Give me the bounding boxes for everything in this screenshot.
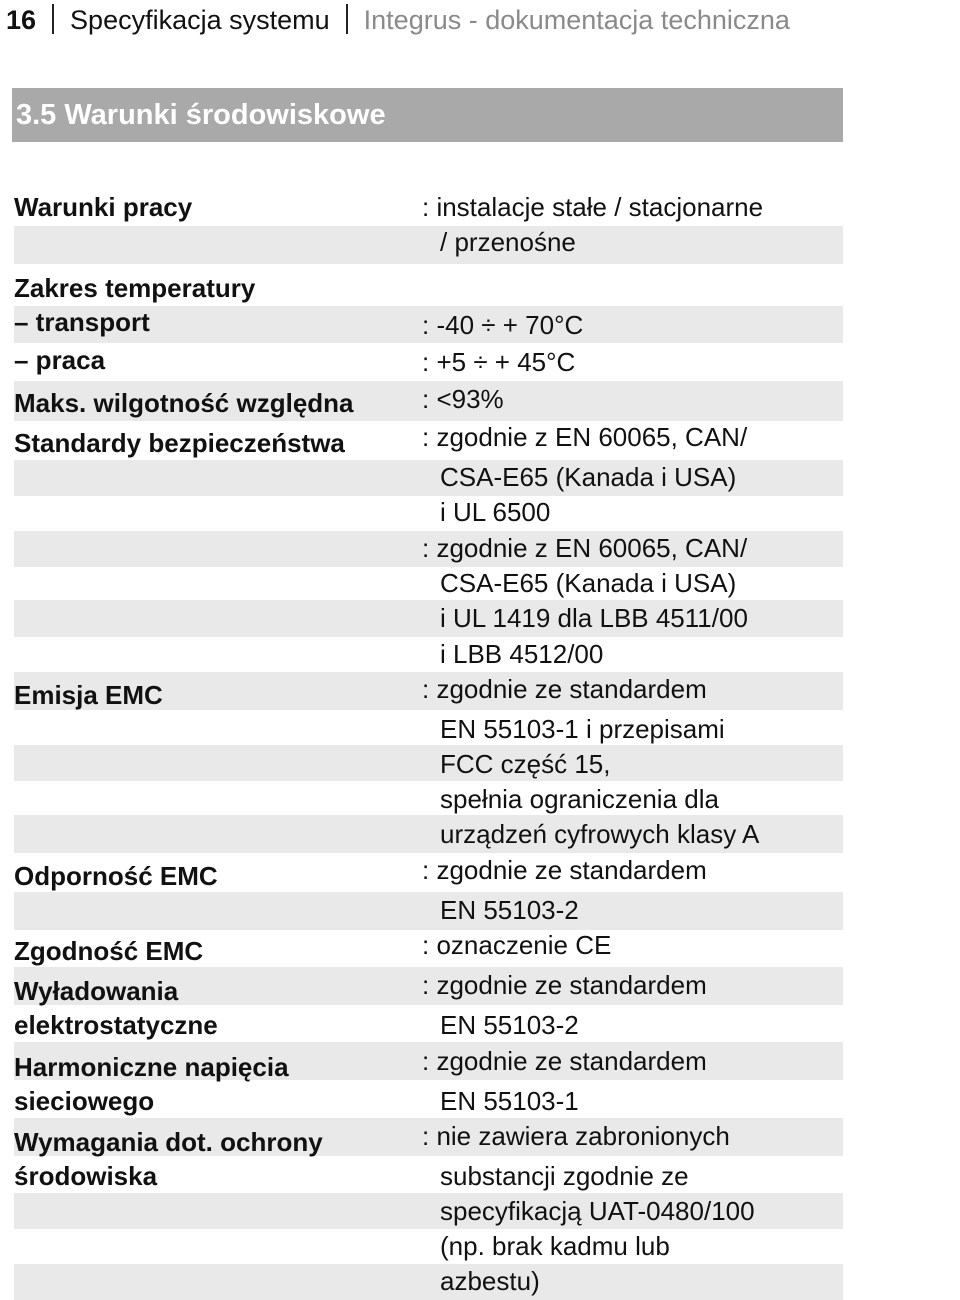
value-zgodnosc: : oznaczenie CE	[422, 930, 612, 960]
row-band	[14, 892, 843, 930]
page-number: 16	[6, 5, 37, 35]
label-harmoniczne-line2: sieciowego	[14, 1086, 155, 1116]
value-standardy-line: CSA-E65 (Kanada i USA)	[440, 568, 737, 598]
value-emisja: : zgodnie ze standardem	[422, 674, 707, 704]
value-wilgotnosc: : <93%	[422, 384, 504, 414]
label-zakres-temperatury: Zakres temperatury	[14, 273, 256, 303]
row-band	[14, 226, 843, 264]
value-emisja-line: FCC część 15,	[440, 749, 611, 779]
label-wymagania: Wymagania dot. ochrony	[14, 1127, 323, 1157]
label-wyladowania-line2: elektrostatyczne	[14, 1010, 218, 1040]
value-wymagania-line: azbestu)	[440, 1266, 540, 1296]
value-emisja-line: spełnia ograniczenia dla	[440, 784, 719, 814]
value-odpornosc-line2: EN 55103-2	[440, 895, 579, 925]
value-wyladowania-line2: EN 55103-2	[440, 1010, 579, 1040]
header-document-title: Integrus - dokumentacja techniczna	[363, 5, 790, 35]
value-transport: : -40 ÷ + 70°C	[422, 310, 584, 340]
label-standardy: Standardy bezpieczeństwa	[14, 428, 345, 458]
value-standardy-line: CSA-E65 (Kanada i USA)	[440, 462, 737, 492]
running-header	[6, 2, 790, 38]
value-standardy-line: i UL 6500	[440, 497, 551, 527]
label-transport: – transport	[14, 307, 150, 337]
label-zgodnosc: Zgodność EMC	[14, 936, 204, 966]
value-emisja-line: urządzeń cyfrowych klasy A	[440, 819, 760, 849]
value-wymagania-line: substancji zgodnie ze	[440, 1161, 689, 1191]
label-harmoniczne: Harmoniczne napięcia	[14, 1052, 289, 1082]
value-standardy-line: i UL 1419 dla LBB 4511/00	[440, 603, 748, 633]
value-odpornosc: : zgodnie ze standardem	[422, 855, 707, 885]
label-wyladowania: Wyładowania	[14, 976, 179, 1006]
value-standardy-line: : zgodnie z EN 60065, CAN/	[422, 533, 748, 563]
value-harmoniczne-line2: EN 55103-1	[440, 1086, 579, 1116]
header-divider	[346, 4, 348, 34]
label-wymagania-line2: środowiska	[14, 1161, 158, 1191]
header-section: Specyfikacja systemu	[70, 5, 330, 35]
value-standardy: : zgodnie z EN 60065, CAN/	[422, 422, 748, 452]
value-harmoniczne: : zgodnie ze standardem	[422, 1046, 707, 1076]
label-odpornosc: Odporność EMC	[14, 861, 218, 891]
value-wyladowania: : zgodnie ze standardem	[422, 970, 707, 1000]
value-warunki-pracy: : instalacje stałe / stacjonarne	[422, 192, 764, 222]
value-emisja-line: EN 55103-1 i przepisami	[440, 714, 725, 744]
row-band	[14, 1264, 843, 1300]
header-divider	[52, 4, 54, 34]
value-wymagania: : nie zawiera zabronionych	[422, 1121, 730, 1151]
label-emisja: Emisja EMC	[14, 680, 163, 710]
value-standardy-line: i LBB 4512/00	[440, 639, 604, 669]
value-warunki-pracy-line2: / przenośne	[440, 227, 576, 257]
section-title: 3.5 Warunki środowiskowe	[12, 88, 843, 142]
row-band	[14, 745, 843, 781]
label-praca: – praca	[14, 345, 106, 375]
label-warunki-pracy: Warunki pracy	[14, 192, 193, 222]
label-wilgotnosc: Maks. wilgotność względna	[14, 388, 354, 418]
value-wymagania-line: (np. brak kadmu lub	[440, 1231, 670, 1261]
value-wymagania-line: specyfikacją UAT-0480/100	[440, 1196, 755, 1226]
value-praca: : +5 ÷ + 45°C	[422, 347, 576, 377]
